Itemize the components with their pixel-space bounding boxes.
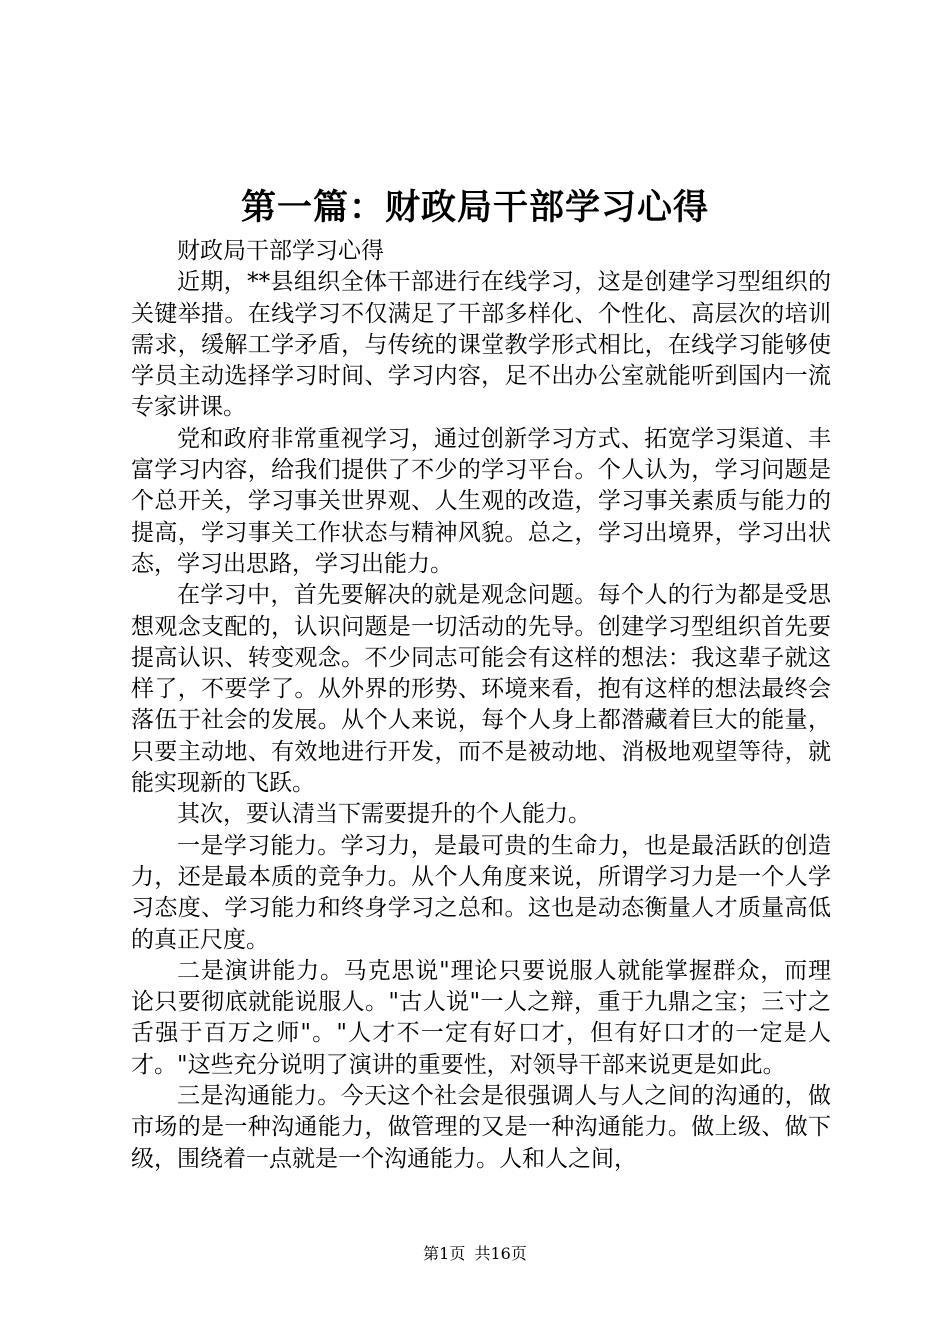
- paragraph-subtitle: 财政局干部学习心得: [177, 238, 384, 264]
- document-body: [131, 236, 831, 1175]
- paragraph: 近期，**县组织全体干部进行在线学习，这是创建学习型组织的关键举措。在线学习不仅满足了干部多样化、个性化、高层次的培训需求，缓解工学矛盾，与传统的课堂教学形式相比，在线学习能够使学员主动选择学习时间、学习内容，足不出办公室就能听到国内一流专家讲课。: [131, 269, 831, 421]
- paragraph: 党和政府非常重视学习，通过创新学习方式、拓宽学习渠道、丰富学习内容，给我们提供了不少的学习平台。个人认为，学习问题是个总开关，学习事关世界观、人生观的改造，学习事关素质与能力的提高，学习事关工作状态与精神风貌。总之，学习出境界，学习出状态，学习出思路，学习出能力。: [131, 425, 831, 577]
- paragraph: 二是演讲能力。马克思说"理论只要说服人就能掌握群众，而理论只要彻底就能说服人。"古人说"一人之辩，重于九鼎之宝；三寸之舌强于百万之师"。"人才不一定有好口才，但有好口才的一定是人才。"这些充分说明了演讲的重要性，对领导干部来说更是如此。: [131, 957, 831, 1078]
- paragraph: 在学习中，首先要解决的就是观念问题。每个人的行为都是受思想观念支配的，认识问题是一切活动的先导。创建学习型组织首先要提高认识、转变观念。不少同志可能会有这样的想法：我这辈子就这样了，不要学了。从外界的形势、环境来看，抱有这样的想法最终会落伍于社会的发展。从个人来说，每个人身上都潜藏着巨大的能量，只要主动地、有效地进行开发，而不是被动地、消极地观望等待，就能实现新的飞跃。: [131, 582, 831, 797]
- paragraph: 一是学习能力。学习力，是最可贵的生命力，也是最活跃的创造力，还是最本质的竞争力。从个人角度来说，所谓学习力是一个人学习态度、学习能力和终身学习之总和。这也是动态衡量人才质量高低的真正尺度。: [131, 832, 831, 953]
- paragraph: 三是沟通能力。今天这个社会是很强调人与人之间的沟通的，做市场的是一种沟通能力，做管理的又是一种沟通能力。做上级、做下级，围绕着一点就是一个沟通能力。人和人之间，: [131, 1083, 831, 1172]
- page-number: 第1页: [423, 1244, 466, 1263]
- document-title: 第一篇：财政局干部学习心得: [240, 187, 709, 228]
- paragraph: 其次，要认清当下需要提升的个人能力。: [177, 801, 591, 828]
- page-total: 共16页: [474, 1244, 527, 1263]
- page-footer: [0, 1243, 950, 1265]
